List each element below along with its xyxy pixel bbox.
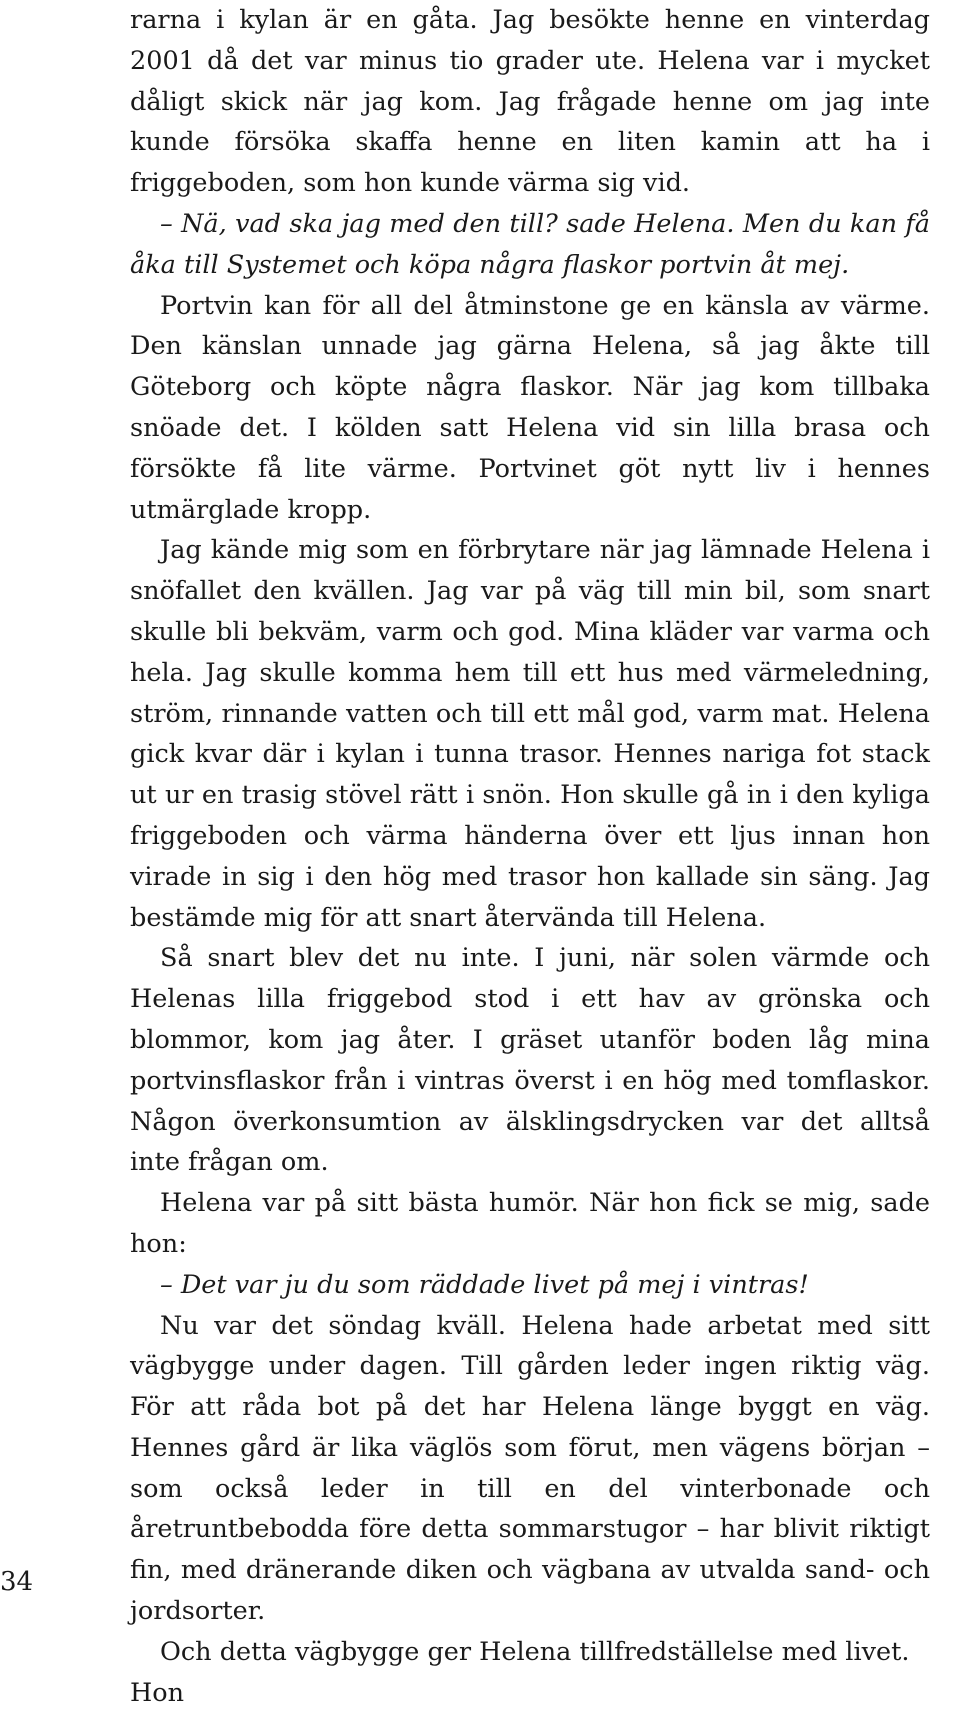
paragraph: Nu var det söndag kväll. Helena hade arbetat med sitt vägbygge under dagen. Till gården leder ingen riktig väg. För att råda bot på det har Helena länge byggt en väg. Hennes gård är lika väglös som förut, men vägens början – som också leder in till en del vinterbonade och åretruntbebodda före detta sommarstugor – har blivit riktigt fin, med dränerande diken och vägbana av utvalda sand- och jordsorter.	[130, 1310, 930, 1627]
paragraph: Jag kände mig som en förbrytare när jag lämnade Helena i snöfallet den kvällen. Jag var på väg till min bil, som snart skulle bli bekväm, varm och god. Mina kläder var varma och hela. Jag skulle komma hem till ett hus med värmeledning, ström, rinnande vatten och till ett mål god, varm mat. Helena gick kvar där i kylan i tunna trasor. Hennes nariga fot stack ut ur en trasig stövel rätt i snön. Hon skulle gå in i den kyliga friggeboden och värma händerna över ett ljus innan hon virade in sig i den hög med trasor hon kallade sin säng. Jag bestämde mig för att snart återvända till Helena.	[130, 535, 930, 933]
paragraph: Portvin kan för all del åtminstone ge en känsla av värme. Den känslan unnade jag gärna Helena, så jag åkte till Göteborg och köpte några flaskor. När jag kom tillbaka snöade det. I kölden satt Helena vid sin lilla brasa och försökte få lite värme. Portvinet göt nytt liv i hennes utmärglade kropp.	[130, 290, 930, 525]
paragraph: Och detta vägbygge ger Helena tillfredställelse med livet. Hon	[130, 1636, 910, 1708]
dialog-line: – Nä, vad ska jag med den till? sade Helena. Men du kan få åka till Systemet och köpa några flaskor portvin åt mej.	[130, 208, 930, 280]
page-body	[130, 0, 930, 1713]
paragraph: Så snart blev det nu inte. I juni, när solen värmde och Helenas lilla friggebod stod i ett hav av grönska och blommor, kom jag åter. I gräset utanför boden låg mina portvinsflaskor från i vintras överst i en hög med tomflaskor. Någon överkonsumtion av älsklingsdrycken var det alltså inte frågan om.	[130, 943, 930, 1178]
paragraph: Helena var på sitt bästa humör. När hon fick se mig, sade hon:	[130, 1188, 930, 1259]
dialog-line: – Det var ju du som räddade livet på mej i vintras!	[160, 1269, 809, 1300]
paragraph: rarna i kylan är en gåta. Jag besökte henne en vinterdag 2001 då det var minus tio grader ute. Helena var i mycket dåligt skick när jag kom. Jag frågade henne om jag inte kunde försöka skaffa henne en liten kamin att ha i friggeboden, som hon kunde värma sig vid.	[130, 5, 930, 199]
page-number: 34	[0, 1567, 34, 1597]
body-text	[130, 0, 930, 1713]
